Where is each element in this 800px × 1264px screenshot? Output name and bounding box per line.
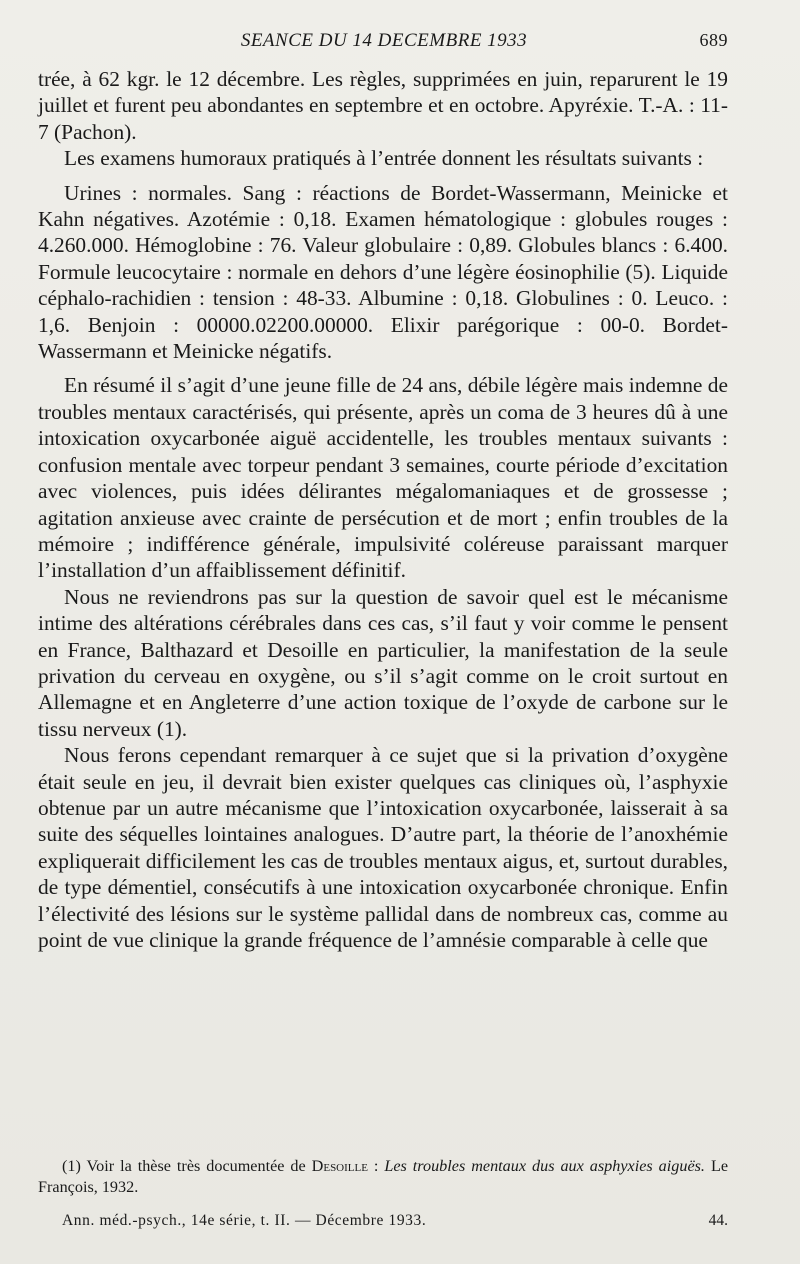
- page-footer: [62, 1212, 728, 1234]
- paragraph-remarks: Nous ferons cependant remarquer à ce sujet que si la privation d’oxygène était seule en jeu, il devrait bien exister quelques cas cliniques où, l’asphyxie obtenue par un autre mécanisme que l’intoxication oxycarbonée, laisserait à sa suite des séquelles lointaines analogues. D’autre part, la théorie de l’anoxhémie expliquerait difficilement les cas de troubles mentaux aigus, et, surtout durables, de type démentiel, consécutifs à une intoxication oxycarbonée chronique. Enfin l’électivité des lésions sur le système pallidal dans de nombreux cas, comme au point de vue clinique la grande fréquence de l’amnésie comparable à celle que: [38, 743, 728, 952]
- footnote-author: Desoille: [311, 1157, 368, 1175]
- footnote-publisher: Le François, 1932.: [38, 1157, 729, 1196]
- paragraph-continuation: trée, à 62 kgr. le 12 décembre. Les règles, supprimées en juin, reparurent le 19 juillet et furent peu abondantes en septembre et en octobre. Apyréxie. T.-A. : 11-7 (Pachon).: [38, 67, 728, 144]
- journal-reference: Ann. méd.-psych., 14e série, t. II. — Décembre 1933.: [62, 1212, 427, 1229]
- footnote-lead: (1) Voir la thèse très documentée de: [62, 1157, 306, 1175]
- footnote-separator: :: [367, 1157, 385, 1175]
- body-text: [38, 66, 728, 953]
- paragraph-summary: En résumé il s’agit d’une jeune fille de 24 ans, débile légère mais indemne de troubles mentaux caractérisés, qui présente, après un coma de 3 heures dû à une intoxication oxycarbonée aiguë accidentelle, les troubles mentaux suivants : confusion mentale avec torpeur pendant 3 semaines, courte période d’excitation avec violences, puis idées délirantes mégalomaniaques et de grossesse ; agitation anxieuse avec crainte de persécution et de mort ; enfin troubles de la mémoire ; indifférence générale, impulsivité coléreuse paraissant marquer l’installation d’un affaiblissement définitif.: [38, 373, 728, 583]
- running-header: [40, 30, 728, 56]
- signature-mark: 44.: [708, 1212, 728, 1229]
- paragraph-humoral-exams: Les examens humoraux pratiqués à l’entrée donnent les résultats suivants :: [64, 146, 704, 171]
- header-title: SEANCE DU 14 DECEMBRE 1933: [240, 30, 528, 51]
- page-number: 689: [699, 30, 728, 50]
- footnote-work-title: Les troubles mentaux dus aux asphyxies aiguës.: [384, 1157, 705, 1175]
- paragraph-lab-results: Urines : normales. Sang : réactions de Bordet-Wassermann, Meinicke et Kahn négatives. Azotémie : 0,18. Examen hématologique : globules rouges : 4.260.000. Hémoglobine : 76. Valeur globulaire : 0,89. Globules blancs : 6.400. Formule leucocytaire : normale en dehors d’une légère éosinophilie (5). Liquide céphalo-rachidien : tension : 48-33. Albumine : 0,18. Globulines : 0. Leuco. : 1,6. Benjoin : 00000.02200.00000. Elixir parégorique : 00-0. Bordet-Wassermann et Meinicke négatifs.: [38, 180, 728, 364]
- footnote: [38, 1156, 728, 1198]
- paragraph-mechanism: Nous ne reviendrons pas sur la question de savoir quel est le mécanisme intime des altérations cérébrales dans ces cas, s’il faut y voir comme le pensent en France, Balthazard et Desoille en particulier, la manifestation de la seule privation du cerveau en oxygène, ou s’il s’agit comme on le croit surtout en Allemagne et en Angleterre d’une action toxique de l’oxyde de carbone sur le tissu nerveux (1).: [38, 584, 728, 741]
